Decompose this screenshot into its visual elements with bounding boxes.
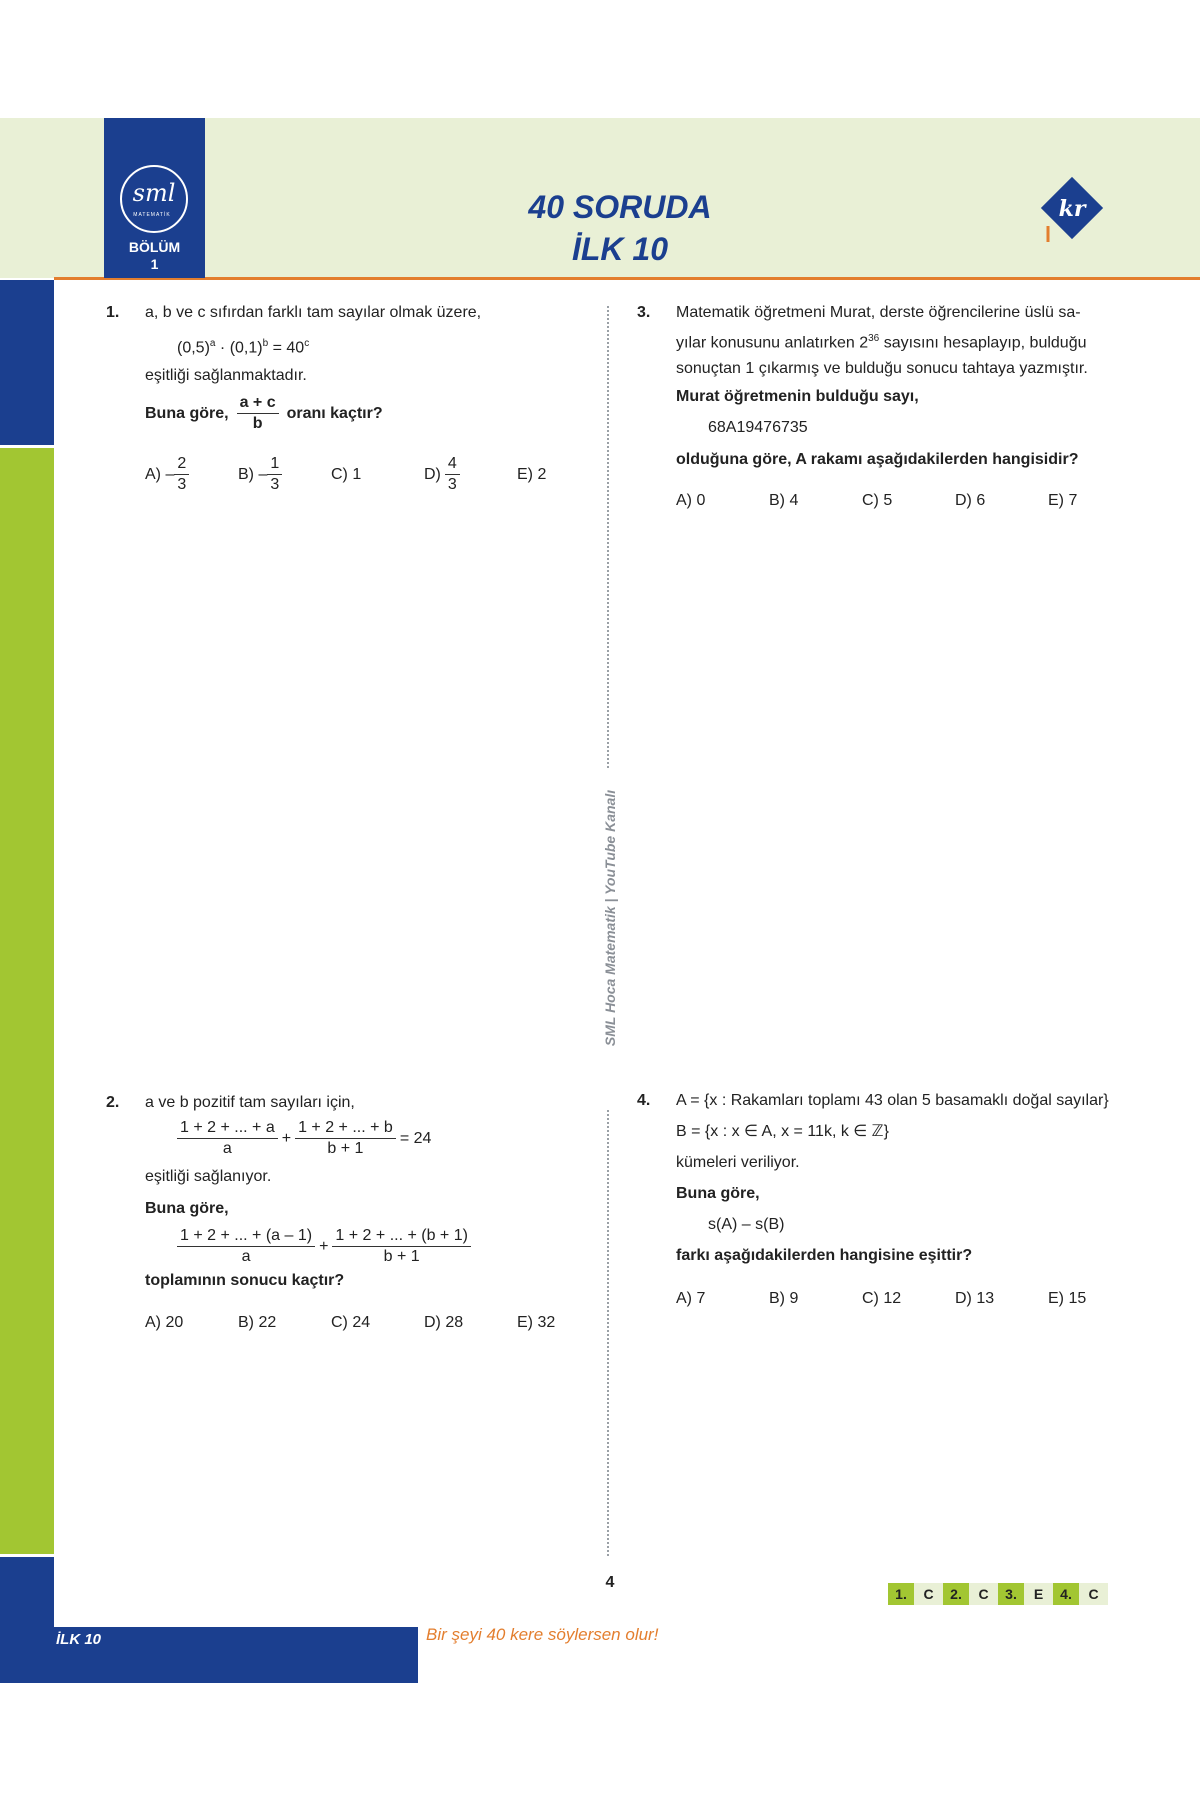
page-title — [400, 186, 840, 270]
page-title-line1: 40 SORUDA — [528, 189, 712, 225]
footer-label: İLK 10 — [56, 1631, 102, 1648]
option-b[interactable]: B) 9 — [769, 1290, 799, 1307]
answer-key-number: 1. — [888, 1583, 914, 1605]
question-2-equation: $\frac{1 + 2 + ... + a}{a}$ + $\frac{1 + 2 + ... + b}{b + 1}$ = 24 — [177, 1118, 431, 1159]
kr-logo-text: kr — [1058, 196, 1086, 222]
question-2-options — [145, 1310, 595, 1336]
page-title-line2: İLK 10 — [571, 231, 669, 267]
option-c[interactable]: C) 12 — [862, 1290, 902, 1307]
question-3-body — [676, 300, 1112, 382]
question-4-prompt: Buna göre, — [676, 1185, 760, 1202]
question-4-question: farkı aşağıdakilerden hangisine eşittir? — [676, 1247, 973, 1264]
question-2-prompt: Buna göre, — [145, 1200, 229, 1217]
vertical-channel-text: SML Hoca Matematik | YouTube Kanalı — [602, 789, 618, 1047]
question-3-number: 3. — [637, 304, 651, 321]
answer-key-number: 3. — [998, 1583, 1024, 1605]
sml-logo-icon: sml — [120, 165, 188, 233]
option-e[interactable]: E) 32 — [517, 1314, 556, 1331]
question-4-number: 4. — [637, 1092, 651, 1109]
column-divider-top — [607, 306, 609, 768]
side-bar-middle — [0, 448, 54, 1554]
option-a[interactable]: A) 7 — [676, 1290, 706, 1307]
question-3-line1: Matematik öğretmeni Murat, derste öğrencilerine üslü sa- — [676, 304, 1081, 321]
option-a[interactable]: A) 20 — [145, 1314, 184, 1331]
question-4-expression: s(A) – s(B) — [708, 1216, 785, 1233]
question-2-question: toplamının sonucu kaçtır? — [145, 1272, 345, 1289]
option-a[interactable]: A) 0 — [676, 492, 706, 509]
question-1-intro: a, b ve c sıfırdan farklı tam sayılar olmak üzere, — [145, 304, 482, 321]
question-4-set-a: A = {x : Rakamları toplamı 43 olan 5 basamaklı doğal sayılar} — [676, 1092, 1109, 1109]
question-1-options — [145, 454, 565, 498]
option-e[interactable]: E) 15 — [1048, 1290, 1087, 1307]
footer-slogan: Bir şeyi 40 kere söylersen olur! — [426, 1625, 659, 1644]
question-2-number: 2. — [106, 1094, 120, 1111]
option-d[interactable]: D) 13 — [955, 1290, 995, 1307]
answer-key-number: 4. — [1053, 1583, 1079, 1605]
option-b[interactable]: B) – $\frac{1}{3}$ — [238, 454, 282, 495]
option-e[interactable]: E) 7 — [1048, 492, 1078, 509]
option-b[interactable]: B) 22 — [238, 1314, 277, 1331]
answer-key-number: 2. — [943, 1583, 969, 1605]
question-3-number-value: 68A19476735 — [708, 419, 808, 436]
section-label — [104, 239, 205, 273]
question-4-options — [676, 1286, 1116, 1312]
question-3-line2: yılar konusunu anlatırken $2^{36}$ sayısını hesaplayıp, bulduğu — [676, 333, 1087, 352]
option-c[interactable]: C) 5 — [862, 492, 893, 509]
option-c[interactable]: C) 24 — [331, 1314, 371, 1331]
question-1-equation: $(0,5)^a \cdot (0,1)^b = 40^c$ — [177, 338, 310, 357]
column-divider-bottom — [607, 1110, 609, 1556]
answer-key-value: C — [914, 1583, 943, 1605]
question-3-line3: sonuçtan 1 çıkarmış ve bulduğu sonucu tahtaya yazmıştır. — [676, 360, 1088, 378]
question-3-bold-statement: Murat öğretmenin bulduğu sayı, — [676, 388, 919, 405]
question-1-prompt: Buna göre, $\frac{a + c}{b}$ oranı kaçtır? — [145, 394, 383, 432]
question-1-condition: eşitliği sağlanmaktadır. — [145, 367, 307, 384]
section-word: BÖLÜM — [128, 239, 181, 255]
answer-key — [888, 1583, 1108, 1605]
answer-key-value: E — [1024, 1583, 1053, 1605]
question-2-condition: eşitliği sağlanıyor. — [145, 1168, 272, 1185]
kr-publisher-logo-icon — [1036, 172, 1110, 246]
option-c[interactable]: C) 1 — [331, 466, 362, 483]
side-bar-bottom — [0, 1557, 54, 1627]
answer-key-value: C — [1079, 1583, 1108, 1605]
option-d[interactable]: D) 28 — [424, 1314, 464, 1331]
option-a[interactable]: A) – $\frac{2}{3}$ — [145, 454, 189, 495]
question-3-question: olduğuna göre, A rakamı aşağıdakilerden hangisidir? — [676, 451, 1079, 468]
option-e[interactable]: E) 2 — [517, 466, 547, 483]
option-b[interactable]: B) 4 — [769, 492, 799, 509]
question-4-set-b: B = {x : x ∈ A, x = 11k, k ∈ ℤ} — [676, 1123, 889, 1140]
answer-key-value: C — [969, 1583, 998, 1605]
sml-logo-subtitle: MATEMATİK — [133, 212, 171, 218]
page-number: 4 — [605, 1574, 615, 1591]
option-d[interactable]: D) $\frac{4}{3}$ — [424, 454, 460, 495]
side-bar-top — [0, 280, 54, 445]
question-1-number: 1. — [106, 304, 120, 321]
question-4-condition: kümeleri veriliyor. — [676, 1154, 800, 1171]
option-d[interactable]: D) 6 — [955, 492, 986, 509]
question-2-intro: a ve b pozitif tam sayıları için, — [145, 1094, 355, 1111]
section-number: 1 — [150, 256, 159, 272]
question-2-expression: $\frac{1 + 2 + ... + (a - 1)}{a}$ + $\frac{1 + 2 + ... + (b + 1)}{b + 1}$ — [177, 1226, 471, 1267]
header-divider — [54, 277, 1200, 280]
question-3-options — [676, 488, 1116, 514]
